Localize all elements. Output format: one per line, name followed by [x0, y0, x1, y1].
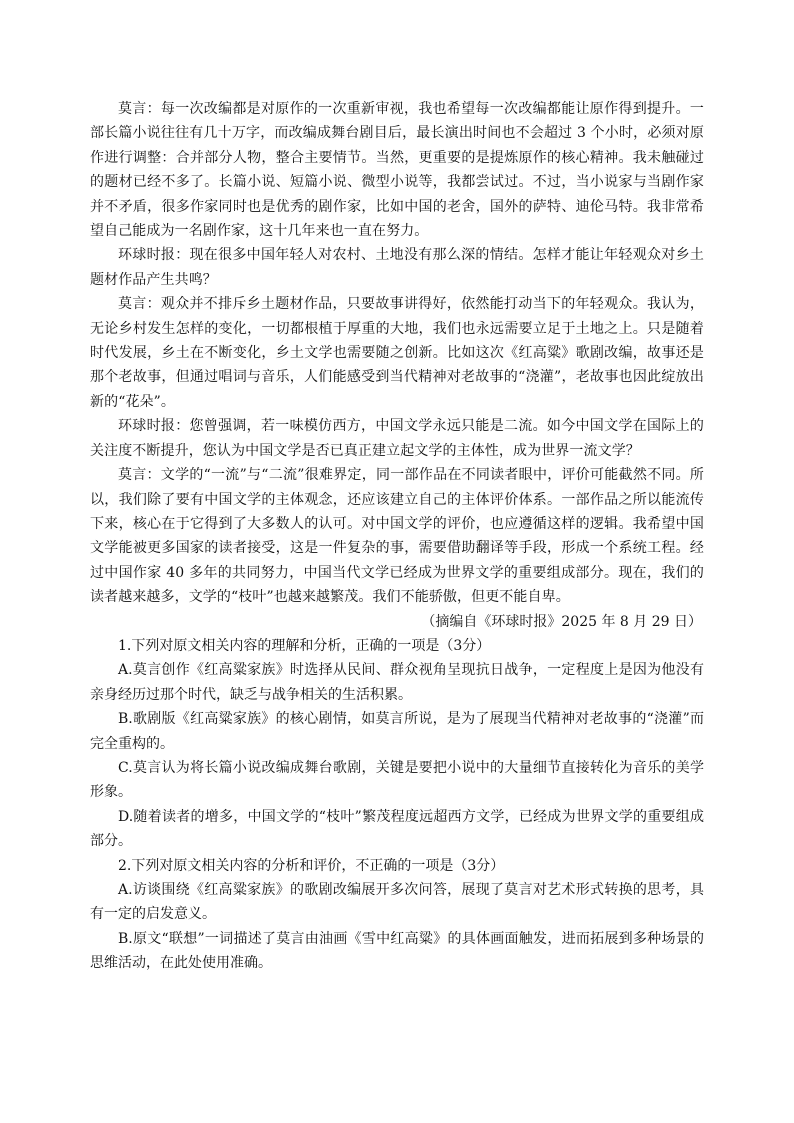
- question-1-stem: 1.下列对原文相关内容的理解和分析，正确的一项是（3分）: [118, 637, 491, 654]
- question-1-option-d: D.随着读者的增多，中国文学的“枝叶”繁茂程度远超西方文学，已经成为世界文学的重要组成部分。: [90, 808, 704, 850]
- question-2-option-a: A.访谈围绕《红高粱家族》的歌剧改编展开多次问答，展现了莫言对艺术形式转换的思考，具有一定的启发意义。: [90, 882, 704, 923]
- interview-paragraph-3: 莫言：观众并不排斥乡土题材作品，只要故事讲得好，依然能打动当下的年轻观众。我认为，无论乡村发生怎样的变化，一切都根植于厚重的大地，我们也永远需要立足于土地之上。只是随着时代发展，乡土在不断变化，乡土文学也需要随之创新。比如这次《红高粱》歌剧改编，故事还是那个老故事，但通过唱词与音乐，人们能感受到当代精神对老故事的“浇灌”，老故事也因此绽放出新的“花朵”。: [90, 296, 704, 410]
- question-1-option-b: B.歌剧版《红高粱家族》的核心剧情，如莫言所说，是为了展现当代精神对老故事的“浇灌”而完全重构的。: [90, 711, 704, 752]
- question-1-option-c: C.莫言认为将长篇小说改编成舞台歌剧，关键是要把小说中的大量细节直接转化为音乐的美学形象。: [90, 759, 704, 801]
- question-2-stem: 2.下列对原文相关内容的分析和评价，不正确的一项是（3分）: [118, 857, 505, 874]
- question-1-option-a: A.莫言创作《红高粱家族》时选择从民间、群众视角呈现抗日战争，一定程度上是因为他没有亲身经历过那个时代，缺乏与战争相关的生活积累。: [90, 662, 704, 703]
- interview-paragraph-1: 莫言：每一次改编都是对原作的一次重新审视，我也希望每一次改编都能让原作得到提升。一部长篇小说往往有几十万字，而改编成舞台剧目后，最长演出时间也不会超过 3 个小时，必须对原作进行调整：合并部分人物，整合主要情节。当然，更重要的是提炼原作的核心精神。我未触碰过的题材已经不多了。长篇小说、短篇小说、微型小说等，我都尝试过。不过，当小说家与当剧作家并不矛盾，很多作家同时也是优秀的剧作家，比如中国的老舍，国外的萨特、迪伦马特。我非常希望自己能成为一名剧作家，这十几年来也一直在努力。: [90, 101, 704, 240]
- document-page: [90, 97, 704, 976]
- interview-paragraph-4: 环球时报：您曾强调，若一味模仿西方，中国文学永远只能是二流。如今中国文学在国际上的关注度不断提升，您认为中国文学是否已真正建立起文学的主体性，成为世界一流文学？: [90, 418, 704, 459]
- interview-paragraph-5: 莫言：文学的“一流”与“二流”很难界定，同一部作品在不同读者眼中，评价可能截然不同。所以，我们除了要有中国文学的主体观念，还应该建立自己的主体评价体系。一部作品之所以能流传下来，核心在于它得到了大多数人的认可。对中国文学的评价，也应遵循这样的逻辑。我希望中国文学能被更多国家的读者接受，这是一件复杂的事，需要借助翻译等手段，形成一个系统工程。经过中国作家 40 多年的共同努力，中国当代文学已经成为世界文学的重要组成部分。现在，我们的读者越来越多，文学的“枝叶”也越来越繁茂。我们不能骄傲，但更不能自卑。: [90, 467, 704, 606]
- source-citation: （摘编自《环球时报》2025 年 8 月 29 日）: [421, 613, 702, 630]
- interview-paragraph-2: 环球时报：现在很多中国年轻人对农村、土地没有那么深的情结。怎样才能让年轻观众对乡土题材作品产生共鸣？: [90, 247, 704, 288]
- question-2-option-b: B.原文“联想”一词描述了莫言由油画《雪中红高粱》的具体画面触发，进而拓展到多种场景的思维活动，在此处使用准确。: [90, 930, 704, 972]
